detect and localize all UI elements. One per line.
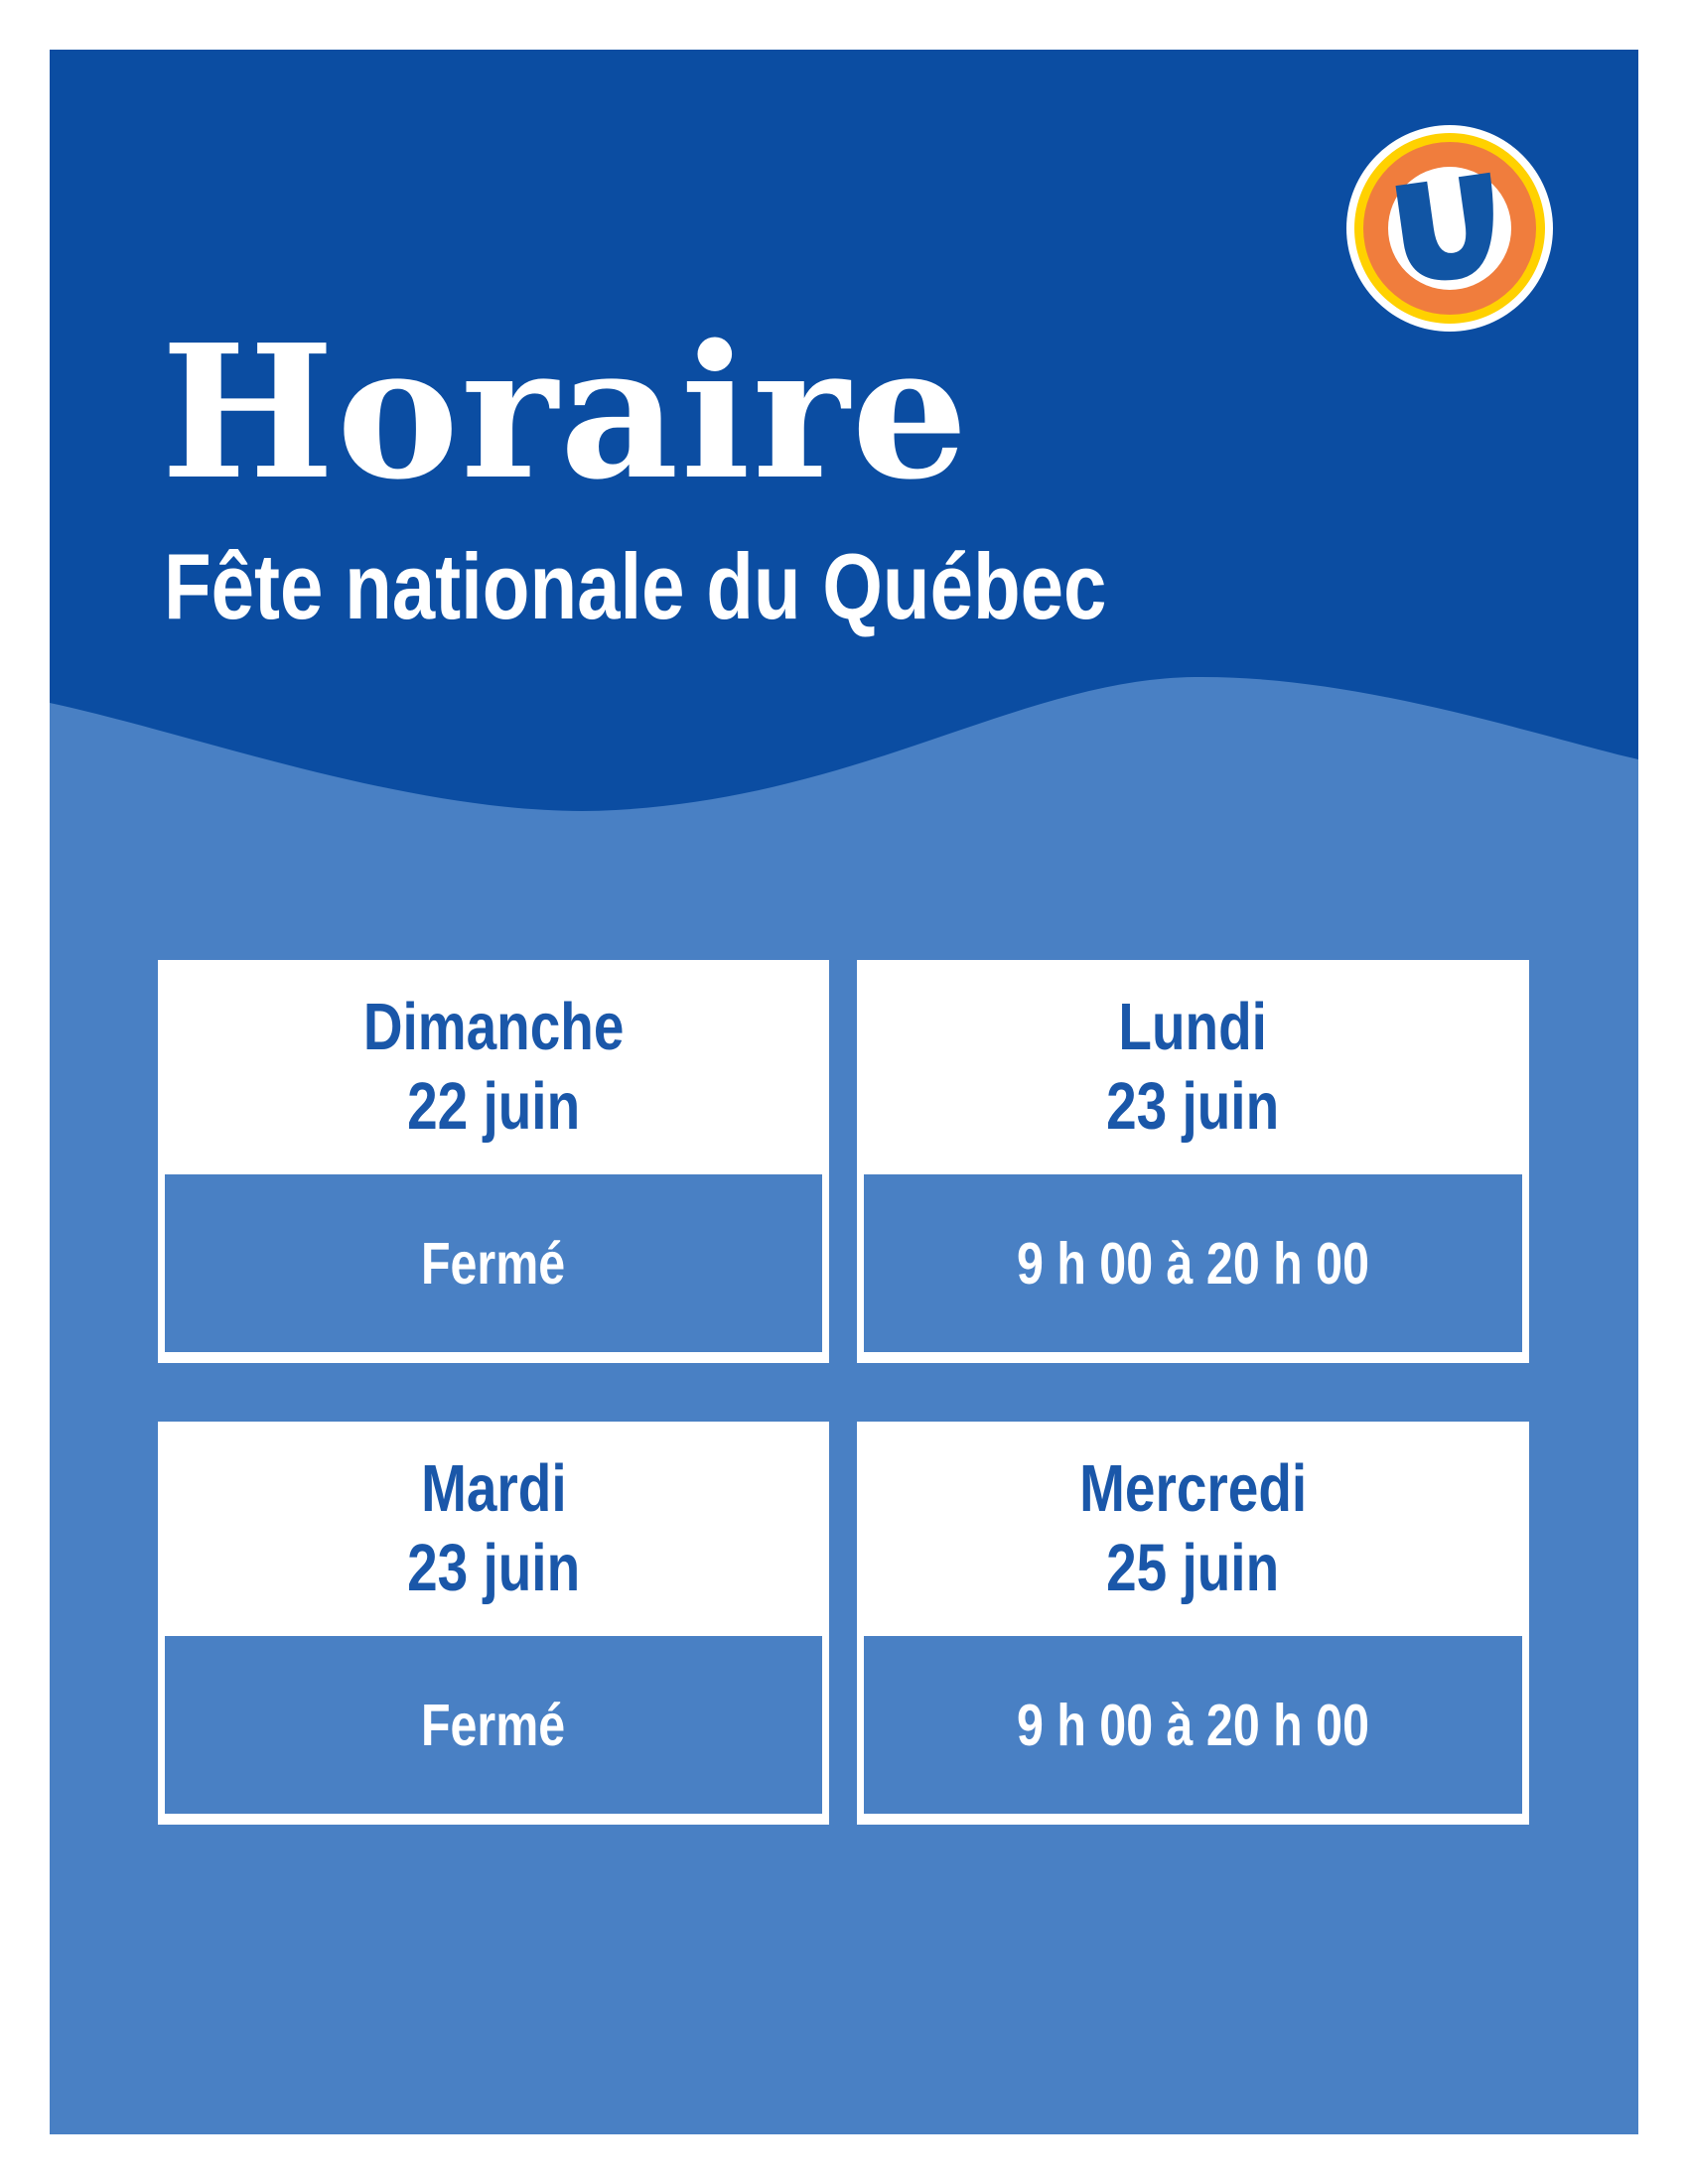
card-hours-section bbox=[165, 1174, 822, 1352]
card-day-section bbox=[864, 960, 1522, 1174]
card-hours-section bbox=[165, 1636, 822, 1814]
day-label: Mercredi bbox=[1078, 1451, 1308, 1526]
hours-label: Fermé bbox=[421, 1692, 566, 1758]
schedule-card bbox=[158, 960, 829, 1363]
date-label: 23 juin bbox=[406, 1531, 581, 1605]
card-day-section bbox=[165, 1422, 822, 1636]
page-title: Horaire bbox=[161, 304, 970, 520]
card-hours-section bbox=[864, 1636, 1522, 1814]
day-label: Mardi bbox=[420, 1451, 567, 1526]
date-label: 25 juin bbox=[1106, 1531, 1280, 1605]
hours-label: 9 h 00 à 20 h 00 bbox=[1016, 1692, 1370, 1758]
schedule-grid bbox=[158, 960, 1529, 1825]
card-hours-section bbox=[864, 1174, 1522, 1352]
day-label: Dimanche bbox=[362, 990, 625, 1064]
card-day-section bbox=[864, 1422, 1522, 1636]
schedule-card bbox=[158, 1422, 829, 1825]
schedule-card bbox=[857, 1422, 1529, 1825]
schedule-card bbox=[857, 960, 1529, 1363]
page-subtitle bbox=[164, 535, 1300, 637]
hours-label: Fermé bbox=[421, 1230, 566, 1297]
poster-canvas bbox=[50, 50, 1638, 2134]
date-label: 23 juin bbox=[1106, 1069, 1280, 1144]
card-day-section bbox=[165, 960, 822, 1174]
date-label: 22 juin bbox=[406, 1069, 581, 1144]
brand-logo-icon bbox=[1344, 123, 1555, 334]
page-subtitle-text: Fête nationale du Québec bbox=[164, 534, 1107, 638]
hours-label: 9 h 00 à 20 h 00 bbox=[1016, 1230, 1370, 1297]
day-label: Lundi bbox=[1118, 990, 1268, 1064]
